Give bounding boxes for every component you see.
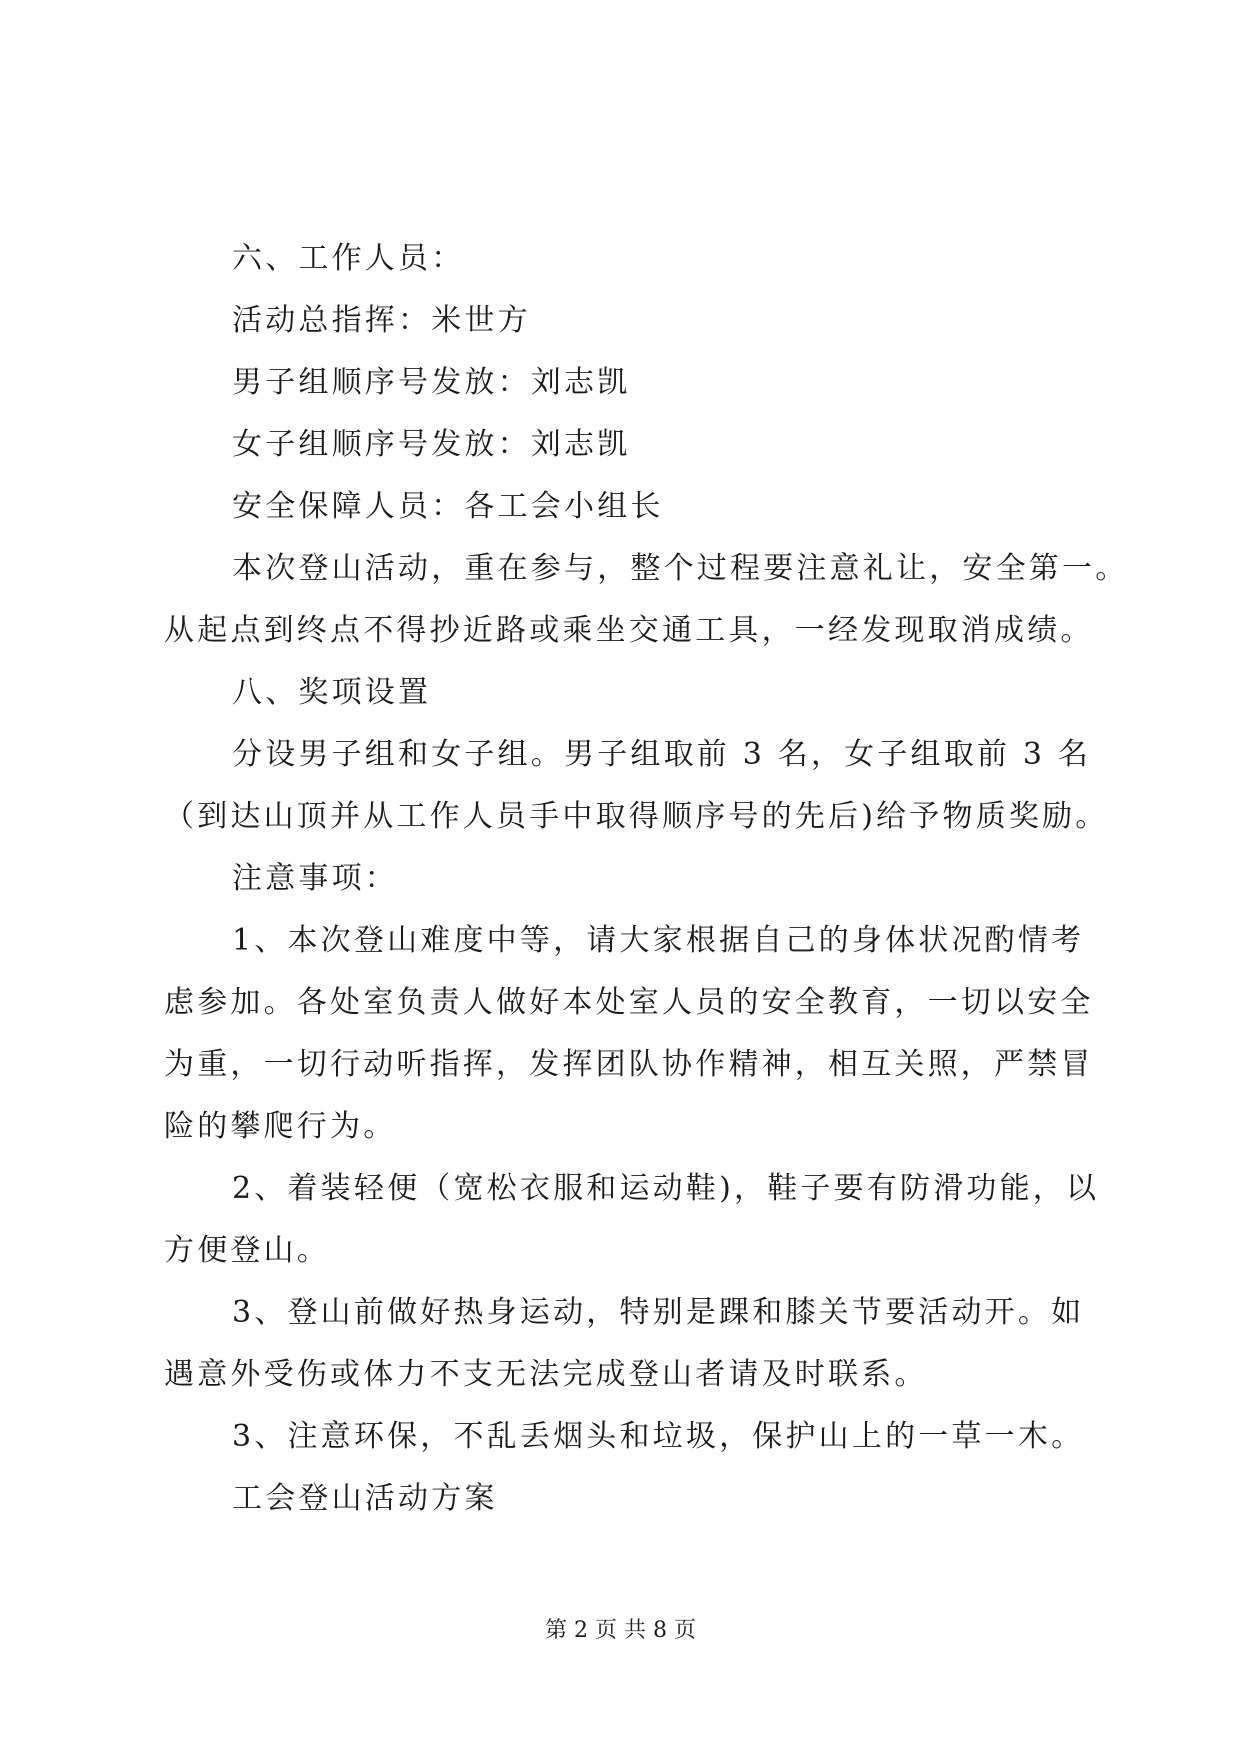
text-line: 女子组顺序号发放：刘志凯 — [232, 427, 631, 462]
section-heading-notes: 注意事项： — [232, 861, 398, 896]
text-line: 安全保障人员：各工会小组长 — [232, 489, 664, 524]
section-heading-awards: 八、奖项设置 — [232, 675, 432, 710]
text-line: 活动总指挥：米世方 — [232, 303, 531, 338]
paragraph-line: 3、登山前做好热身运动，特别是踝和膝关节要活动开。如 — [232, 1295, 1085, 1330]
paragraph-line: 险的攀爬行为。 — [164, 1109, 397, 1144]
paragraph-line: 1、本次登山难度中等，请大家根据自己的身体状况酌情考 — [232, 923, 1085, 958]
paragraph-line: 虑参加。各处室负责人做好本处室人员的安全教育，一切以安全 — [164, 985, 1094, 1020]
page-number-footer: 第 2 页 共 8 页 — [545, 1618, 696, 1643]
document-title-line: 工会登山活动方案 — [232, 1481, 498, 1516]
text-line: 男子组顺序号发放：刘志凯 — [232, 365, 631, 400]
paragraph-line: 3、注意环保，不乱丢烟头和垃圾，保护山上的一草一木。 — [232, 1419, 1085, 1454]
paragraph-line: 2、着装轻便（宽松衣服和运动鞋)，鞋子要有防滑功能，以 — [232, 1171, 1100, 1206]
paragraph-line: 分设男子组和女子组。男子组取前 3 名，女子组取前 3 名 — [232, 737, 1092, 772]
paragraph-line: 遇意外受伤或体力不支无法完成登山者请及时联系。 — [164, 1357, 928, 1392]
section-heading-staff: 六、工作人员： — [232, 241, 465, 276]
paragraph-line: （到达山顶并从工作人员手中取得顺序号的先后)给予物质奖励。 — [164, 799, 1109, 834]
paragraph-line: 本次登山活动，重在参与，整个过程要注意礼让，安全第一。 — [232, 551, 1129, 586]
paragraph-line: 为重，一切行动听指挥，发挥团队协作精神，相互关照，严禁冒 — [164, 1047, 1094, 1082]
paragraph-line: 从起点到终点不得抄近路或乘坐交通工具，一经发现取消成绩。 — [164, 613, 1094, 648]
document-body — [164, 228, 1129, 1530]
paragraph-line: 方便登山。 — [164, 1233, 330, 1268]
